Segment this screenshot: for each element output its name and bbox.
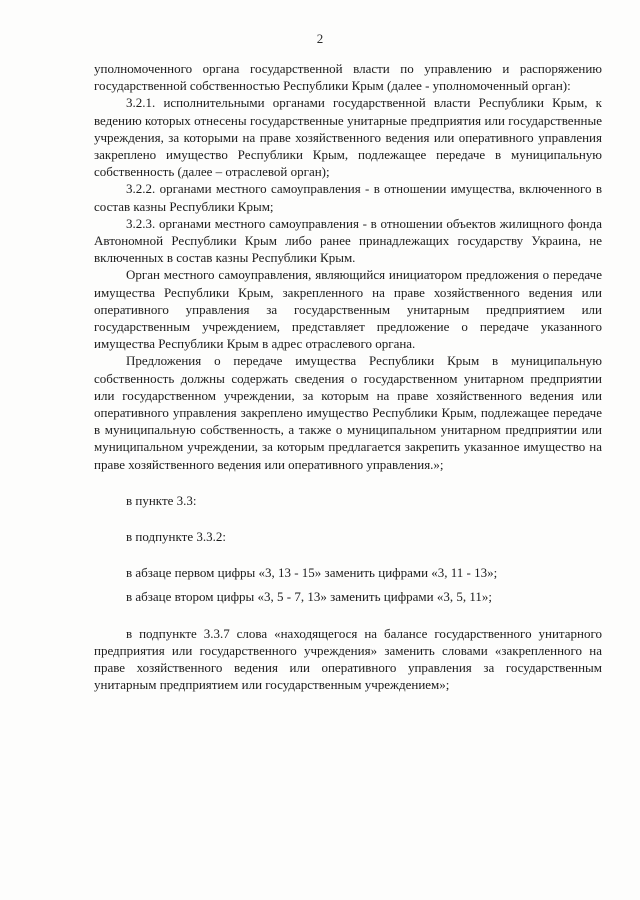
amendment-point-3-3: в пункте 3.3: bbox=[126, 492, 197, 508]
paragraph-3-2-3: 3.2.3. органами местного самоуправления - в отношении объектов жилищного фонда Автономной Республики Крым либо ранее принадлежащих государству Украина, не включенных в состав казны Республики Крым. bbox=[94, 215, 602, 266]
amendment-subpoint-3-3-7: в подпункте 3.3.7 слова «находящегося на балансе государственного унитарного предприятия или государственного учреждения» заменить словами «закрепленного на праве хозяйственного ведения или оперативного управления за государственным унитарным предприятием или государственным учреждением»; bbox=[94, 625, 602, 693]
amendment-paragraph-first: в абзаце первом цифры «3, 13 - 15» заменить цифрами «3, 11 - 13»; bbox=[126, 565, 498, 581]
paragraph-proposals: Предложения о передаче имущества Республики Крым в муниципальную собственность должны содержать сведения о государственном унитарном предприятии или государственном учреждении, за которым на праве хозяйственного ведения или оперативного управления закреплено имущество Республики Крым, подлежащее передаче в муниципальную собственность, а также о муниципальном унитарном предприятии или муниципальном учреждении, за которым предлагается закрепить указанное имущество на праве хозяйственного ведения или оперативного управления.»; bbox=[94, 353, 602, 472]
document-body bbox=[94, 60, 602, 694]
amendment-subpoint-3-3-2: в подпункте 3.3.2: bbox=[126, 529, 226, 545]
paragraph-3-2-2: 3.2.2. органами местного самоуправления - в отношении имущества, включенного в состав казны Республики Крым; bbox=[94, 181, 602, 214]
paragraph-authorized-body: уполномоченного органа государственной власти по управлению и распоряжению государственной собственностью Республики Крым (далее - уполномоченный орган): bbox=[94, 61, 602, 94]
paragraph-3-2-1: 3.2.1. исполнительными органами государственной власти Республики Крым, к ведению которых отнесены государственные унитарные предприятия или государственные учреждения, за которыми на праве хозяйственного ведения или оперативного управления закреплено имущество Республики Крым, подлежащее передаче в муниципальную собственность (далее – отраслевой орган); bbox=[94, 95, 602, 180]
paragraph-local-government-body: Орган местного самоуправления, являющийся инициатором предложения о передаче имущества Республики Крым, закрепленного на праве хозяйственного ведения или оперативного управления за государственным унитарным предприятием или государственным учреждением, представляет предложение о передаче указанного имущества Республики Крым в адрес отраслевого органа. bbox=[94, 267, 602, 352]
page-number: 2 bbox=[316, 31, 324, 46]
amendment-paragraph-second: в абзаце втором цифры «3, 5 - 7, 13» заменить цифрами «3, 5, 11»; bbox=[126, 589, 492, 605]
